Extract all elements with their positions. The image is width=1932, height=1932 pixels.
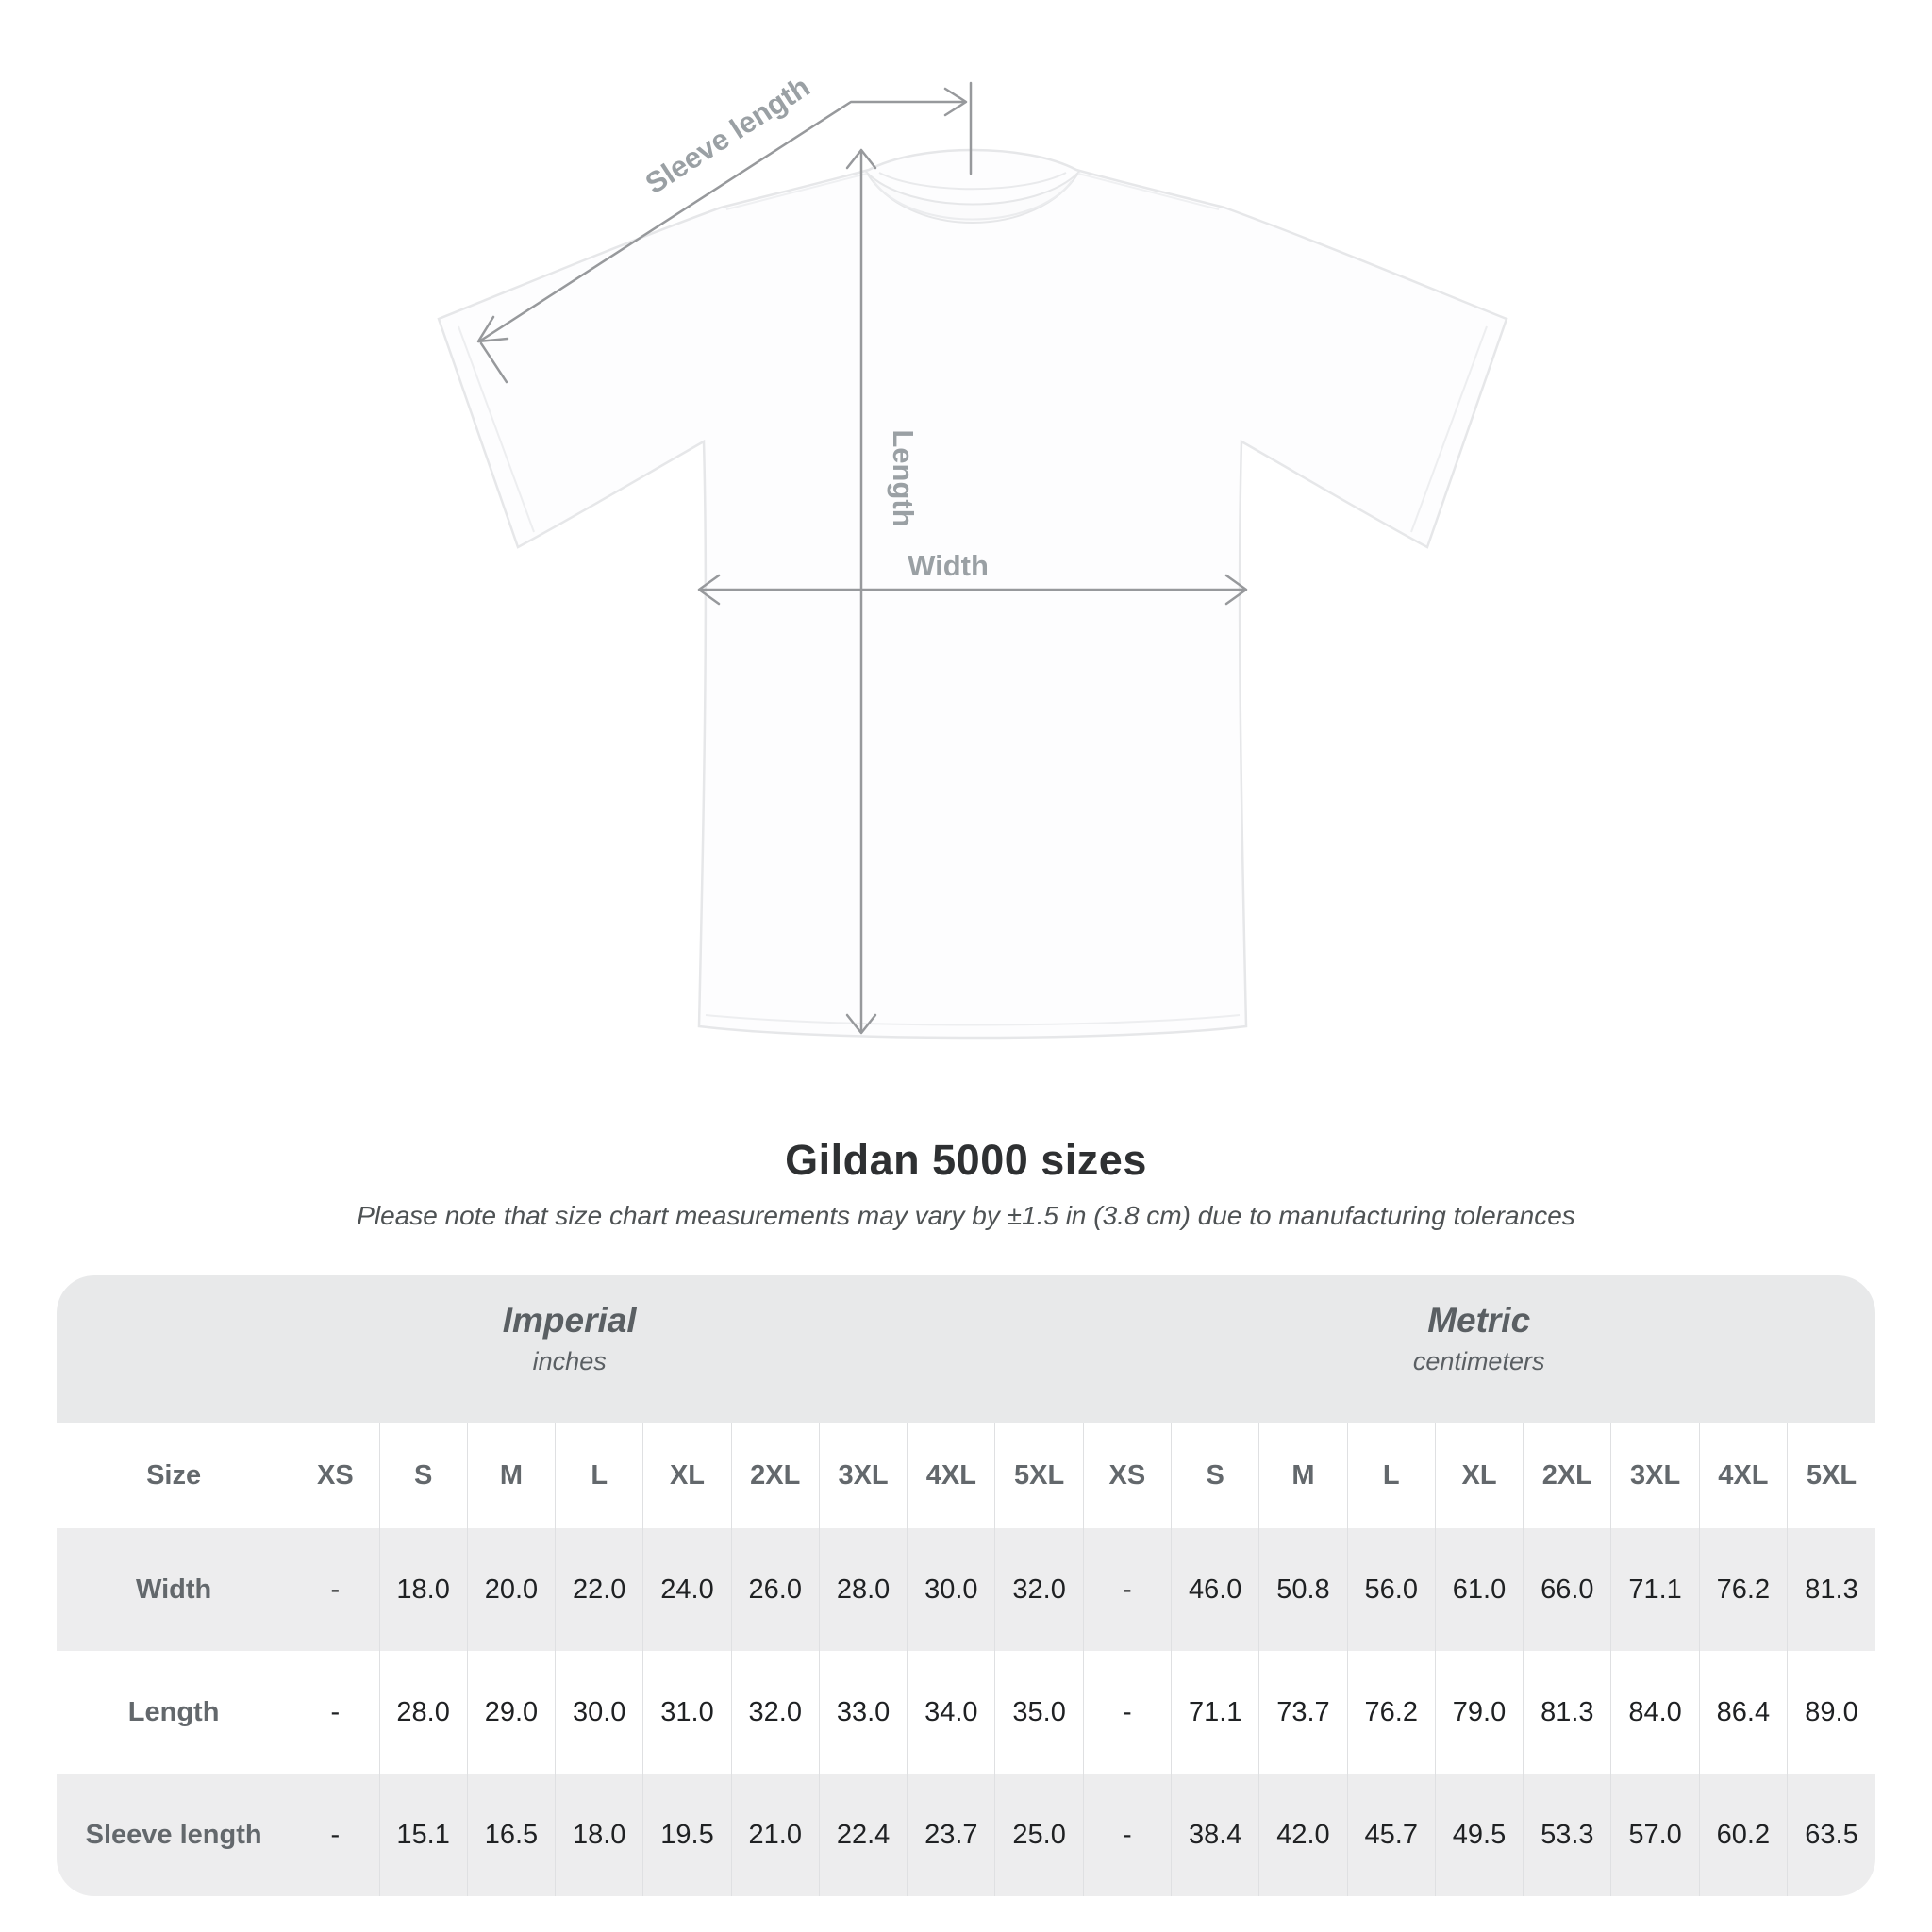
table-cell: 21.0 bbox=[731, 1774, 819, 1896]
size-header: 4XL bbox=[908, 1423, 995, 1528]
table-cell: 60.2 bbox=[1699, 1774, 1787, 1896]
table-cell: 32.0 bbox=[731, 1651, 819, 1774]
table-cell: 63.5 bbox=[1788, 1774, 1876, 1896]
tshirt-body bbox=[439, 150, 1507, 1038]
table-cell: 25.0 bbox=[995, 1774, 1083, 1896]
table-cell: 31.0 bbox=[643, 1651, 731, 1774]
table-row-length bbox=[57, 1651, 1875, 1774]
size-header: XS bbox=[1083, 1423, 1171, 1528]
width-label: Width bbox=[908, 549, 989, 582]
table-cell: 79.0 bbox=[1435, 1651, 1523, 1774]
size-header: M bbox=[1259, 1423, 1347, 1528]
size-header: XL bbox=[643, 1423, 731, 1528]
row-label: Width bbox=[135, 1574, 212, 1605]
table-cell: - bbox=[291, 1651, 379, 1774]
table-cell: - bbox=[1083, 1528, 1171, 1651]
size-header: M bbox=[467, 1423, 555, 1528]
size-column-header: Size bbox=[146, 1459, 202, 1491]
table-cell: 84.0 bbox=[1611, 1651, 1699, 1774]
table-cell: 73.7 bbox=[1259, 1651, 1347, 1774]
size-header: 5XL bbox=[995, 1423, 1083, 1528]
length-label: Length bbox=[887, 429, 920, 527]
table-cell: 15.1 bbox=[379, 1774, 467, 1896]
size-header: L bbox=[556, 1423, 643, 1528]
table-cell: - bbox=[291, 1774, 379, 1896]
size-table bbox=[57, 1275, 1875, 1896]
table-cell: - bbox=[1083, 1651, 1171, 1774]
size-header: 5XL bbox=[1788, 1423, 1876, 1528]
table-cell: 81.3 bbox=[1524, 1651, 1611, 1774]
table-cell: 57.0 bbox=[1611, 1774, 1699, 1896]
size-header: 4XL bbox=[1699, 1423, 1787, 1528]
table-cell: - bbox=[291, 1528, 379, 1651]
table-cell: 71.1 bbox=[1172, 1651, 1259, 1774]
row-label: Length bbox=[127, 1696, 220, 1727]
metric-label: Metric bbox=[1427, 1301, 1531, 1340]
table-cell: 16.5 bbox=[467, 1774, 555, 1896]
table-cell: 46.0 bbox=[1172, 1528, 1259, 1651]
size-header: 3XL bbox=[819, 1423, 907, 1528]
table-cell: 53.3 bbox=[1524, 1774, 1611, 1896]
table-cell: 81.3 bbox=[1788, 1528, 1876, 1651]
table-cell: 50.8 bbox=[1259, 1528, 1347, 1651]
table-cell: 19.5 bbox=[643, 1774, 731, 1896]
table-cell: 22.0 bbox=[556, 1528, 643, 1651]
size-header: XL bbox=[1435, 1423, 1523, 1528]
size-header: 3XL bbox=[1611, 1423, 1699, 1528]
measurements-grid bbox=[57, 1423, 1875, 1896]
page-title: Gildan 5000 sizes bbox=[785, 1136, 1147, 1184]
table-cell: 22.4 bbox=[819, 1774, 907, 1896]
imperial-header-group bbox=[57, 1275, 1082, 1423]
metric-unit-label: centimeters bbox=[1412, 1347, 1545, 1375]
metric-header-group bbox=[1082, 1275, 1875, 1423]
table-cell: 66.0 bbox=[1524, 1528, 1611, 1651]
tolerance-note: Please note that size chart measurements may vary by ±1.5 in (3.8 cm) due to manufacturing tolerances bbox=[357, 1201, 1575, 1230]
size-header: S bbox=[1172, 1423, 1259, 1528]
table-cell: 28.0 bbox=[379, 1651, 467, 1774]
table-cell: 86.4 bbox=[1699, 1651, 1787, 1774]
table-row-sleeve-length bbox=[57, 1774, 1875, 1896]
table-cell: 28.0 bbox=[819, 1528, 907, 1651]
imperial-unit-label: inches bbox=[532, 1347, 607, 1375]
size-header: 2XL bbox=[1524, 1423, 1611, 1528]
table-cell: 76.2 bbox=[1699, 1528, 1787, 1651]
table-cell: 29.0 bbox=[467, 1651, 555, 1774]
table-cell: 45.7 bbox=[1347, 1774, 1435, 1896]
table-cell: 26.0 bbox=[731, 1528, 819, 1651]
table-cell: 49.5 bbox=[1435, 1774, 1523, 1896]
table-cell: 35.0 bbox=[995, 1651, 1083, 1774]
sleeve-length-label: Sleeve length bbox=[639, 70, 816, 201]
unit-header-band bbox=[57, 1275, 1875, 1423]
table-cell: 32.0 bbox=[995, 1528, 1083, 1651]
table-cell: 18.0 bbox=[379, 1528, 467, 1651]
table-cell: 18.0 bbox=[556, 1774, 643, 1896]
table-cell: 33.0 bbox=[819, 1651, 907, 1774]
size-header: L bbox=[1347, 1423, 1435, 1528]
table-cell: 76.2 bbox=[1347, 1651, 1435, 1774]
table-cell: 24.0 bbox=[643, 1528, 731, 1651]
table-cell: 30.0 bbox=[556, 1651, 643, 1774]
imperial-label: Imperial bbox=[502, 1301, 637, 1340]
table-cell: 61.0 bbox=[1435, 1528, 1523, 1651]
tshirt-silhouette bbox=[439, 150, 1507, 1038]
size-header: 2XL bbox=[731, 1423, 819, 1528]
table-cell: 20.0 bbox=[467, 1528, 555, 1651]
size-header: XS bbox=[291, 1423, 379, 1528]
table-cell: 71.1 bbox=[1611, 1528, 1699, 1651]
table-cell: 30.0 bbox=[908, 1528, 995, 1651]
table-cell: 38.4 bbox=[1172, 1774, 1259, 1896]
table-cell: 23.7 bbox=[908, 1774, 995, 1896]
table-cell: 34.0 bbox=[908, 1651, 995, 1774]
sizes-header-row bbox=[57, 1423, 1875, 1528]
table-cell: - bbox=[1083, 1774, 1171, 1896]
table-row-width bbox=[57, 1528, 1875, 1651]
size-header: S bbox=[379, 1423, 467, 1528]
table-cell: 42.0 bbox=[1259, 1774, 1347, 1896]
row-label: Sleeve length bbox=[85, 1819, 262, 1850]
table-cell: 89.0 bbox=[1788, 1651, 1876, 1774]
table-cell: 56.0 bbox=[1347, 1528, 1435, 1651]
